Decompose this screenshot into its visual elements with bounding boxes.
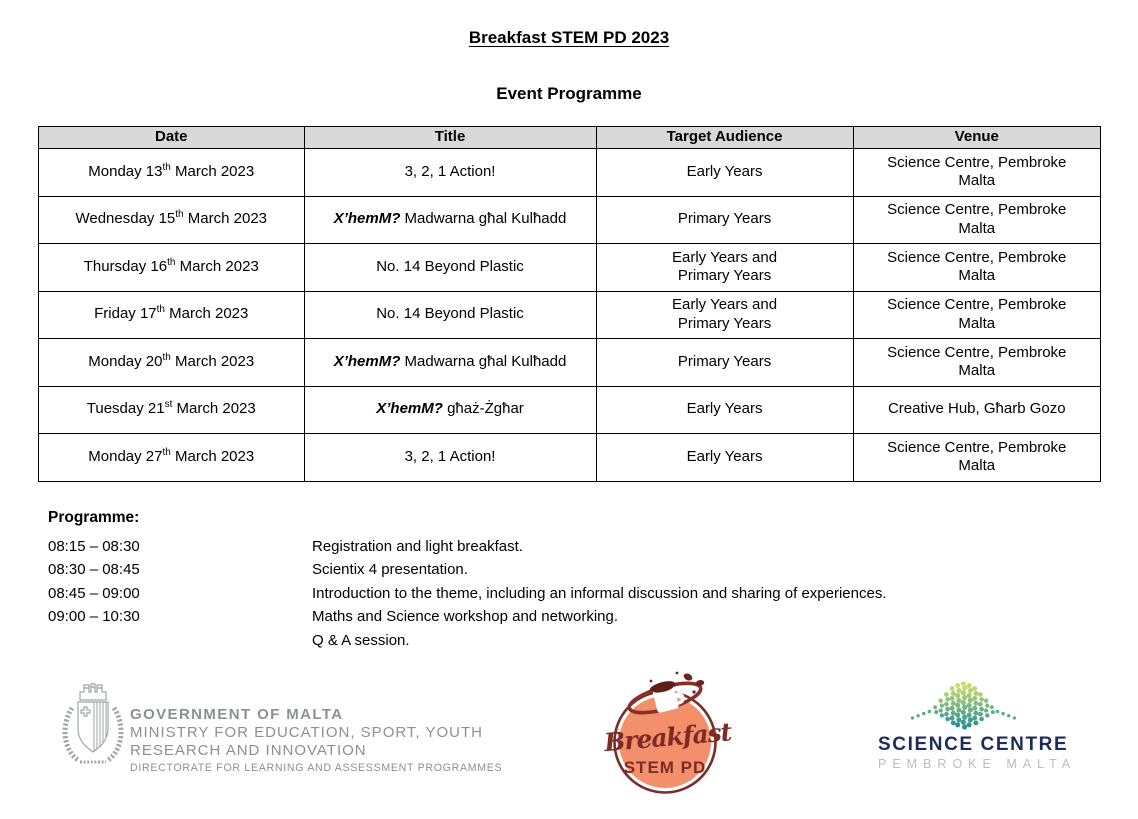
event-programme-table xyxy=(38,126,1101,482)
page-subtitle: Event Programme xyxy=(496,84,642,103)
science-centre-logo xyxy=(878,682,1077,771)
cell-title: No. 14 Beyond Plastic xyxy=(304,244,596,292)
column-header-venue: Venue xyxy=(853,127,1100,149)
cell-title: No. 14 Beyond Plastic xyxy=(304,291,596,339)
cell-venue: Science Centre, Pembroke Malta xyxy=(853,434,1100,482)
ministry-line-2: RESEARCH AND INNOVATION xyxy=(130,742,367,759)
cell-date: Monday 20th March 2023 xyxy=(39,339,305,387)
cell-target-audience: Early Years xyxy=(596,149,853,197)
government-of-malta-label: GOVERNMENT OF MALTA xyxy=(130,706,344,723)
ministry-text-block xyxy=(130,706,502,774)
programme-description: Registration and light breakfast. xyxy=(312,538,523,555)
programme-description: Introduction to the theme, including an informal discussion and sharing of experiences. xyxy=(312,584,887,602)
programme-item xyxy=(48,558,1088,581)
cell-venue: Creative Hub, Għarb Gozo xyxy=(853,386,1100,434)
cell-target-audience: Early Years xyxy=(596,386,853,434)
programme-list xyxy=(48,535,1088,652)
programme-description: Q & A session. xyxy=(312,631,410,649)
column-header-date: Date xyxy=(39,127,305,149)
programme-time: 08:30 – 08:45 xyxy=(48,561,140,579)
cell-date: Monday 13th March 2023 xyxy=(39,149,305,197)
programme-item xyxy=(48,535,1088,558)
cell-date: Monday 27th March 2023 xyxy=(39,434,305,482)
breakfast-script-label: Breakfast xyxy=(602,717,733,758)
cell-target-audience: Early Years xyxy=(596,434,853,482)
cell-venue: Science Centre, Pembroke Malta xyxy=(853,244,1100,292)
programme-description: Maths and Science workshop and networking. xyxy=(312,608,619,626)
table-row xyxy=(39,149,1101,197)
programme-section xyxy=(48,509,1088,652)
cell-date: Tuesday 21st March 2023 xyxy=(39,386,305,434)
directorate-label: DIRECTORATE FOR LEARNING AND ASSESSMENT PROGRAMMES xyxy=(130,762,503,774)
dot-wave-icon xyxy=(909,682,1019,736)
column-header-target-audience: Target Audience xyxy=(596,127,853,149)
programme-time: 08:45 – 09:00 xyxy=(48,584,140,602)
table-header-row xyxy=(39,127,1101,149)
breakfast-stem-pd-logo xyxy=(602,668,733,794)
programme-item xyxy=(48,605,1088,628)
stem-pd-label: STEM PD xyxy=(623,758,707,777)
table-row xyxy=(39,196,1101,244)
cell-title: X’hemM? Madwarna għal Kulħadd xyxy=(304,339,596,387)
cell-date: Thursday 16th March 2023 xyxy=(39,244,305,292)
cell-venue: Science Centre, Pembroke Malta xyxy=(853,291,1100,339)
programme-time: 09:00 – 10:30 xyxy=(48,608,140,626)
table-row xyxy=(39,291,1101,339)
cell-target-audience: Primary Years xyxy=(596,339,853,387)
cell-target-audience: Early Years and Primary Years xyxy=(596,244,853,292)
cell-date: Friday 17th March 2023 xyxy=(39,291,305,339)
science-centre-label: SCIENCE CENTRE xyxy=(878,734,1069,755)
cell-venue: Science Centre, Pembroke Malta xyxy=(853,196,1100,244)
cell-target-audience: Primary Years xyxy=(596,196,853,244)
cell-title: 3, 2, 1 Action! xyxy=(304,149,596,197)
table-row xyxy=(39,339,1101,387)
cell-title: 3, 2, 1 Action! xyxy=(304,434,596,482)
cell-target-audience: Early Years and Primary Years xyxy=(596,291,853,339)
column-header-title: Title xyxy=(304,127,596,149)
programme-heading: Programme: xyxy=(48,509,140,526)
programme-description: Scientix 4 presentation. xyxy=(312,561,468,579)
table-row xyxy=(39,386,1101,434)
cell-date: Wednesday 15th March 2023 xyxy=(39,196,305,244)
ministry-line-1: MINISTRY FOR EDUCATION, SPORT, YOUTH xyxy=(130,724,483,741)
programme-item xyxy=(48,582,1088,605)
programme-time: 08:15 – 08:30 xyxy=(48,538,140,555)
table-row xyxy=(39,244,1101,292)
cell-venue: Science Centre, Pembroke Malta xyxy=(853,149,1100,197)
cell-venue: Science Centre, Pembroke Malta xyxy=(853,339,1100,387)
footer-logos xyxy=(0,660,1138,810)
cell-title: X’hemM? għaż-Żgħar xyxy=(304,386,596,434)
table-row xyxy=(39,434,1101,482)
cell-title: X’hemM? Madwarna għal Kulħadd xyxy=(304,196,596,244)
malta-coat-of-arms-icon xyxy=(58,680,128,784)
programme-item xyxy=(48,629,1088,652)
pembroke-malta-label: PEMBROKE MALTA xyxy=(878,757,1077,771)
page-title: Breakfast STEM PD 2023 xyxy=(468,28,670,47)
